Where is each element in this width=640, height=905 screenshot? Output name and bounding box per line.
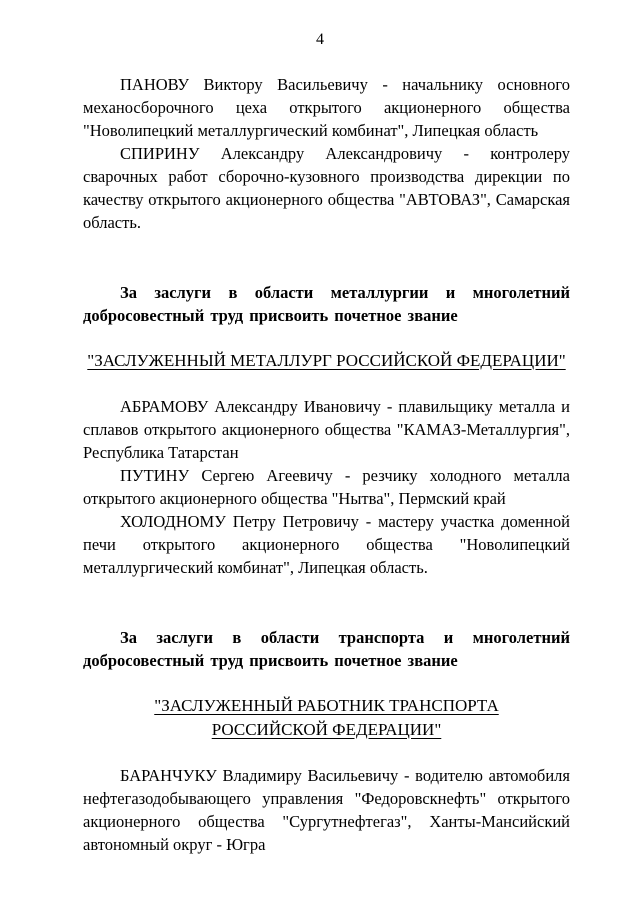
award-entry: АБРАМОВУ Александру Ивановичу - плавильщику металла и сплавов открытого акционерного общества "КАМАЗ-Металлургия", Республика Татарстан [83, 397, 570, 462]
decree-text: За заслуги в области металлургии и многолетний добросовестный труд присвоить почетное звание [83, 283, 570, 325]
award-title-line: РОССИЙСКОЙ ФЕДЕРАЦИИ" [211, 720, 442, 739]
award-title [83, 694, 570, 742]
page-number: 4 [316, 31, 324, 48]
award-title-line: "ЗАСЛУЖЕННЫЙ МЕТАЛЛУРГ РОССИЙСКОЙ ФЕДЕРАЦИИ" [87, 351, 566, 370]
award-list-continuation [83, 73, 570, 234]
award-entry: СПИРИНУ Александру Александровичу - контролеру сварочных работ сборочно-кузовного производства дирекции по качеству открытого акционерного общества "АВТОВАЗ", Самарская область. [83, 144, 570, 232]
decree-text: За заслуги в области транспорта и многолетний добросовестный труд присвоить почетное звание [83, 628, 570, 670]
award-entry: ХОЛОДНОМУ Петру Петровичу - мастеру участка доменной печи открытого акционерного общества "Новолипецкий металлургический комбинат", Липецкая область. [83, 512, 570, 577]
award-section-transport [83, 626, 570, 856]
award-title [83, 349, 570, 373]
document-body [83, 73, 570, 856]
award-entry: ПАНОВУ Виктору Васильевичу - начальнику основного механосборочного цеха открытого акционерного общества "Новолипецкий металлургический комбинат", Липецкая область [83, 75, 570, 140]
award-entry: БАРАНЧУКУ Владимиру Васильевичу - водителю автомобиля нефтегазодобывающего управления "Федоровскнефть" открытого акционерного общества "Сургутнефтегаз", Ханты-Мансийский автономный округ - Югра [83, 766, 570, 854]
award-section-metallurgist [83, 281, 570, 579]
award-entry: ПУТИНУ Сергею Агеевичу - резчику холодного металла открытого акционерного общества "Нытва", Пермский край [83, 466, 570, 508]
award-title-line: "ЗАСЛУЖЕННЫЙ РАБОТНИК ТРАНСПОРТА [154, 696, 499, 715]
